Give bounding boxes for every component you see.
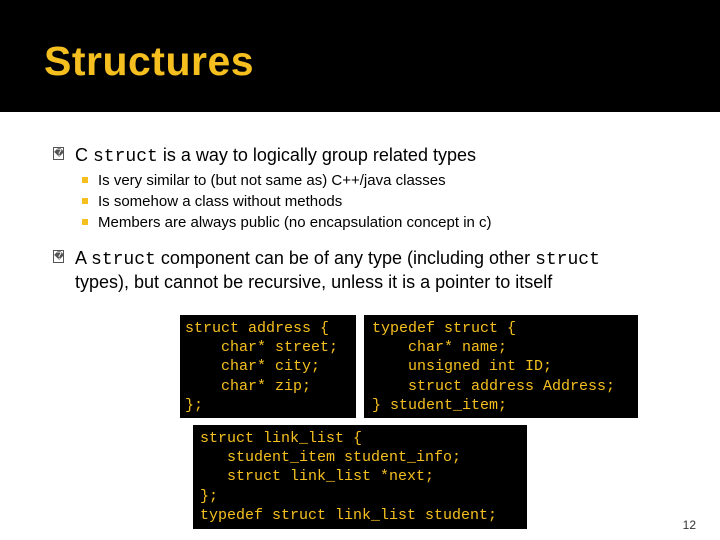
bullet-prefix: C xyxy=(75,145,93,165)
slide-title: Structures xyxy=(44,38,255,84)
sub-bullet-list xyxy=(80,170,492,233)
page-number: 12 xyxy=(682,518,696,532)
bullet-prefix: A xyxy=(75,248,92,268)
square-bullet-icon xyxy=(82,198,88,204)
bullet-middle: component can be of any type (including other xyxy=(155,248,536,268)
bullet-line2: types), but cannot be recursive, unless it is a pointer to itself xyxy=(75,272,553,292)
bullet-code: struct xyxy=(535,250,600,270)
bullet-marker-icon: � xyxy=(54,251,65,262)
bullet-suffix: is a way to logically group related types xyxy=(157,145,476,165)
bullet-code: struct xyxy=(93,147,158,167)
code-block-link-list: struct link_list { student_item student_info; struct link_list *next; }; typedef struct link_list student; xyxy=(193,425,527,529)
bullet-struct-definition xyxy=(54,144,476,168)
code-block-address: struct address { char* street; char* city; char* zip; }; xyxy=(180,315,356,418)
bullet-code: struct xyxy=(91,250,156,270)
code-block-student-item: typedef struct { char* name; unsigned int ID; struct address Address; } student_item; xyxy=(364,315,638,418)
bullet-marker-icon: � xyxy=(54,148,65,159)
sub-bullet-item: Members are always public (no encapsulation concept in c) xyxy=(80,212,492,233)
sub-bullet-item: Is very similar to (but not same as) C++/java classes xyxy=(80,170,492,191)
sub-bullet-item: Is somehow a class without methods xyxy=(80,191,492,212)
bullet-struct-components xyxy=(54,247,675,293)
square-bullet-icon xyxy=(82,177,88,183)
square-bullet-icon xyxy=(82,219,88,225)
